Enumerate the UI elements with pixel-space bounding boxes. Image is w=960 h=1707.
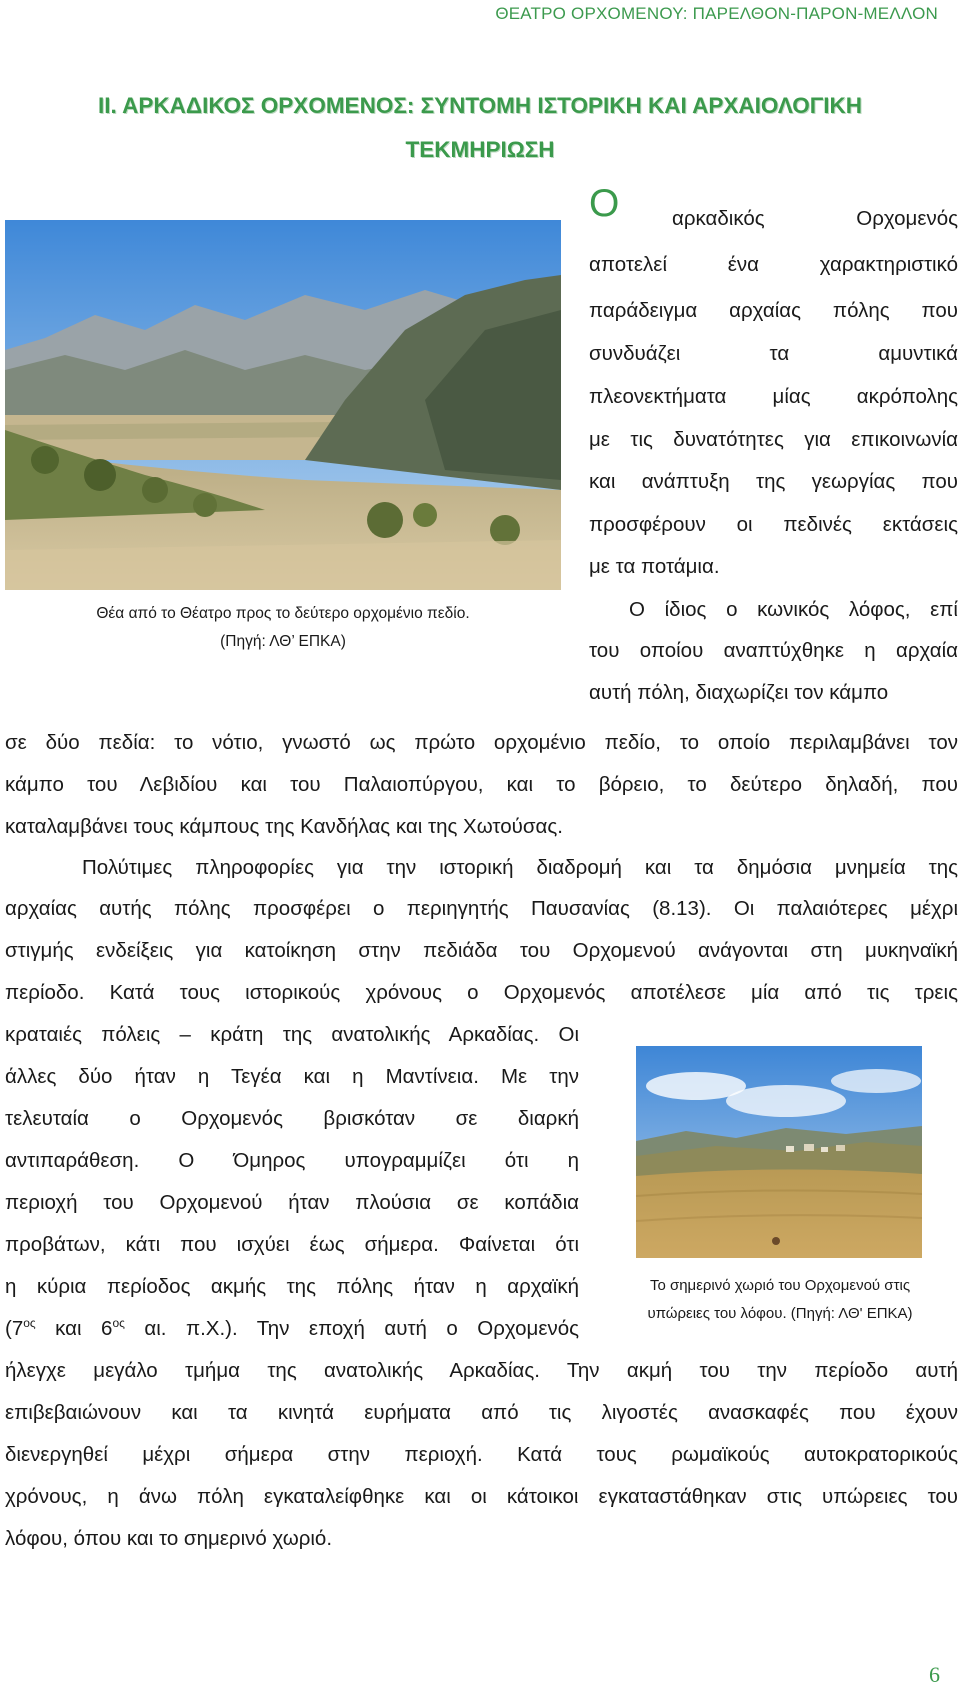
text-line: στιγμής ενδείξεις για κατοίκηση στην πεδιάδα του Ορχομενού ανάγονται στη μυκηναϊκή	[5, 939, 958, 962]
text-run: αι. π.Χ.). Την εποχή αυτή ο Ορχομενός	[124, 1317, 579, 1340]
text-line: αυτή πόλη, διαχωρίζει τον κάμπο	[589, 681, 889, 704]
figure2-caption-line1: Το σημερινό χωριό του Ορχομενού στις	[649, 1277, 911, 1294]
text-line: κάμπο του Λεβιδίου και του Παλαιοπύργου, και το βόρειο, το δεύτερο δηλαδή, που	[5, 773, 958, 796]
text-line: παράδειγμα αρχαίας πόλης που	[589, 299, 958, 322]
text-line: με τα ποτάμια.	[589, 555, 720, 578]
running-header: ΘΕΑΤΡΟ ΟΡΧΟΜΕΝΟΥ: ΠΑΡΕΛΘΟΝ-ΠΑΡΟΝ-ΜΕΛΛΟΝ	[495, 4, 938, 23]
text-line: ήλεγχε μεγάλο τμήμα της ανατολικής Αρκαδίας. Την ακμή του την περίοδο αυτή	[5, 1359, 958, 1382]
text-line: συνδυάζει τα αμυντικά	[589, 342, 958, 365]
valley-view-photo	[5, 220, 561, 590]
text-line: και ανάπτυξη της γεωργίας που	[589, 470, 958, 493]
text-line: επιβεβαιώνουν και τα κινητά ευρήματα από τις λιγοστές ανασκαφές που έχουν	[5, 1401, 958, 1424]
text-line: αρκαδικός Ορχομενός	[672, 207, 958, 230]
text-run: (7	[5, 1317, 24, 1340]
text-line: αντιπαράθεση. Ο Όμηρος υπογραμμίζει ότι η	[5, 1149, 579, 1172]
chapter-title-line2: ΤΕΚΜΗΡΙΩΣΗ	[405, 137, 555, 162]
figure1-caption-line1: Θέα από το Θέατρο προς το δεύτερο ορχομένιο πεδίο.	[96, 605, 470, 622]
chapter-title	[0, 84, 960, 172]
text-line: με τις δυνατότητες για επικοινωνία	[589, 428, 958, 451]
chapter-title-line1: ΙΙ. ΑΡΚΑΔΙΚΟΣ ΟΡΧΟΜΕΝΟΣ: ΣΥΝΤΟΜΗ ΙΣΤΟΡΙΚΗ ΚΑΙ ΑΡΧΑΙΟΛΟΓΙΚΗ	[97, 93, 863, 118]
text-line: χρόνους, η άνω πόλη εγκαταλείφθηκε και οι κάτοικοι εγκαταστάθηκαν στις υπώρειες του	[5, 1485, 958, 1508]
text-line: σε δύο πεδία: το νότιο, γνωστό ως πρώτο ορχομένιο πεδίο, το οποίο περιλαμβάνει τον	[5, 731, 958, 754]
text-run: και 6	[35, 1317, 113, 1340]
figure1-caption-line2: (Πηγή: ΛΘ’ ΕΠΚΑ)	[220, 633, 346, 650]
text-line: Ο ίδιος ο κωνικός λόφος, επί	[629, 598, 958, 621]
text-line: πλεονεκτήματα μίας ακρόπολης	[589, 385, 958, 408]
text-line: περίοδο. Κατά τους ιστορικούς χρόνους ο Ορχομενός αποτέλεσε μία από τις τρεις	[5, 981, 958, 1004]
text-line	[5, 1308, 579, 1350]
figure2-caption-line2: υπώρειες του λόφου. (Πηγή: ΛΘ' ΕΠΚΑ)	[647, 1305, 913, 1322]
text-line: προβάτων, κάτι που ισχύει έως σήμερα. Φαίνεται ότι	[5, 1233, 579, 1256]
text-line: λόφου, όπου και το σημερινό χωριό.	[5, 1527, 333, 1550]
text-line: του οποίου αναπτύχθηκε η αρχαία	[589, 639, 958, 662]
text-line: Πολύτιμες πληροφορίες για την ιστορική διαδρομή και τα δημόσια μνημεία της	[82, 856, 958, 879]
text-line: διενεργηθεί μέχρι σήμερα στην περιοχή. Κατά τους ρωμαϊκούς αυτοκρατορικούς	[5, 1443, 958, 1466]
text-line: προσφέρουν οι πεδινές εκτάσεις	[589, 513, 958, 536]
text-line: άλλες δύο ήταν η Τεγέα και η Μαντίνεια. Με την	[5, 1065, 579, 1088]
figure2-caption	[622, 1272, 938, 1328]
text-line: τελευταία ο Ορχομενός βρισκόταν σε διαρκή	[5, 1107, 579, 1130]
text-line: καταλαμβάνει τους κάμπους της Κανδήλας και της Χωτούσας.	[5, 815, 563, 838]
drop-cap: Ο	[589, 182, 620, 225]
text-line: αποτελεί ένα χαρακτηριστικό	[589, 253, 958, 276]
village-photo	[636, 1046, 922, 1258]
text-line: αρχαίας αυτής πόλης προσφέρει ο περιηγητής Παυσανίας (8.13). Οι παλαιότερες μέχρι	[5, 897, 958, 920]
text-line: κραταιές πόλεις – κράτη της ανατολικής Αρκαδίας. Οι	[5, 1023, 579, 1046]
superscript: ος	[23, 1316, 36, 1331]
page-number: 6	[929, 1662, 940, 1687]
text-line: περιοχή του Ορχομενού ήταν πλούσια σε κοπάδια	[5, 1191, 579, 1214]
superscript: ος	[112, 1316, 125, 1331]
figure1-caption	[5, 600, 561, 656]
text-line: η κύρια περίοδος ακμής της πόλης ήταν η αρχαϊκή	[5, 1275, 579, 1298]
